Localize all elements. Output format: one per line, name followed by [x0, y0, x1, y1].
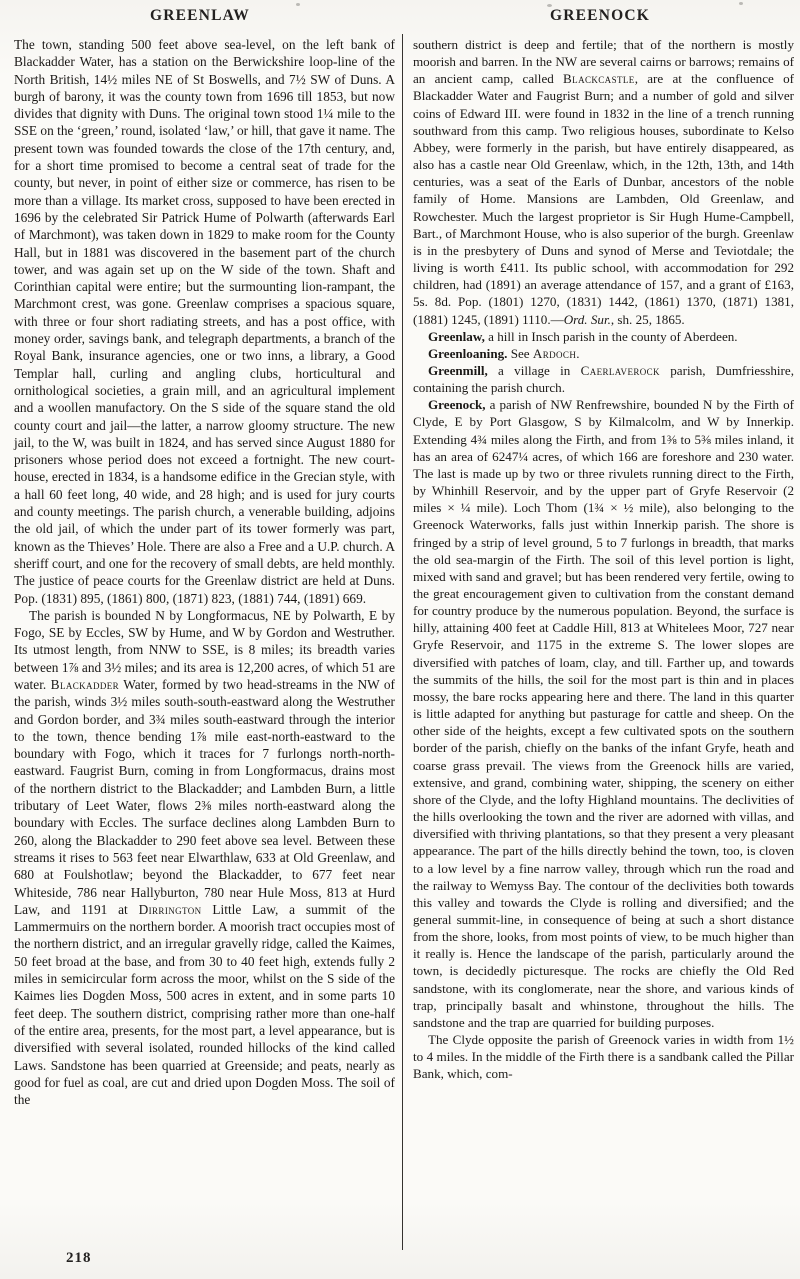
text-segment: The Clyde opposite the parish of Greenock varies in width from 1½ to 4 miles. In the middle of the Firth there is a sandbank called the Pillar Bank, which, com-: [413, 1032, 794, 1082]
column-divider-rule: [402, 34, 403, 1250]
right-column: [400, 34, 800, 1083]
text-segment: Little Law, a summit of the Lammermuirs on the northern border. A moorish tract occupies most of the northern district, and an irregular gravelly ridge, called the Kaimes, 50 feet broad at the base, and from 30 to 40 feet high, extends fully 2 miles in semicircular form across the moor, whilst on the S side of the Kaimes lies Dogden Moss, 500 acres in extent, and in some parts 10 feet deep. The southern district, comprising rather more than one-half of the entire area, presents, for the most part, a level appearance, but is diversified with several isolated, rounded hillocks of the kind called Laws. Sandstone has been quarried at Greenside; and peats, nearly as good for fuel as coal, are cut and dried upon Dogden Moss. The soil of the: [14, 901, 395, 1108]
paragraph: [14, 607, 395, 1109]
text-segment: The parish is bounded N by Longformacus, NE by Polwarth, E by Fogo, SE by Eccles, SW by Hume, and W by Gordon and Westruther. Its utmost length, from NNW to SSE, is 8 miles; its breadth varies between 1⅞ and 3½ miles; and its area is 12,200 acres, of which 51 are water.: [14, 607, 395, 692]
entry-name: Greenock,: [428, 397, 486, 413]
text-segment: a village in: [487, 362, 581, 378]
scan-speck: [296, 3, 300, 6]
paragraph: [413, 1031, 794, 1082]
text-segment: Water, formed by two head-streams in the NW of the parish, winds 3½ miles south-south-eastward along the Westruther and Gordon border, and 3¾ miles south-eastward through the interior to the town, thence bending 1⅞ mile east-north-eastward to the boundary with Fogo, which it traces for 7 furlongs north-north-eastward. Faugrist Burn, coming in from Longformacus, drains most of the northern district to the Blackadder; and Lambden Burn, a little tributary of Leet Water, flows 2⅜ miles north-eastward along the boundary with Eccles. The surface declines along Lambden Burn to 260, along the Blackadder to 290 feet above sea level. Between these streams it rises to 563 feet near Elwarthlaw, 633 at Old Greenlaw, and 680 at Foulshotlaw; beyond the Blackadder, to 677 feet near Whiteside, 786 near Hallyburton, 780 near Hule Moss, 813 at Hurd Law, and 1191 at: [14, 676, 395, 917]
paragraph: [413, 362, 794, 396]
text-segment: southern district is deep and fertile; that of the northern is mostly moorish and barren. In the NW are several cairns or barrows; remains of an ancient camp, called: [413, 37, 794, 87]
entry-name: Greenlaw,: [428, 328, 485, 344]
text-segment: See: [507, 345, 533, 361]
text-segment: .: [576, 345, 580, 361]
text-segment: parish, Dumfriesshire, containing the parish church.: [413, 362, 794, 396]
text-columns: [0, 34, 800, 1108]
running-head-left: GREENLAW: [149, 7, 251, 24]
scan-speck: [547, 4, 552, 7]
running-head-right: GREENOCK: [549, 7, 651, 24]
running-header-row: [0, 0, 800, 34]
text-segment: a parish of NW Renfrewshire, bounded N by the Firth of Clyde, E by Port Glasgow, S by Kilmalcolm, and W by Innerkip. Extending 4¾ miles along the Firth, and from 1⅜ to 5⅜ miles inland, it has an area of 6247¼ acres, of which 166 are foreshore and 230 water. The last is made up by two or three rivulets running direct to the Firth, by Whinhill Reservoir, and by the upper part of Gryfe Reservoir (2 miles × ¼ mile). Loch Thom (1¾ × ½ mile), also belonging to the Greenock Waterworks, falls just within Innerkip parish. The shore is fringed by a strip of level ground, 5 to 7 furlongs in breadth, that marks the old sea-margin of the Firth. The soil of this level portion is light, mixed with sand and gravel; but has been rendered very fertile, owing to the great encouragement given to cultivation from the constant demand for country produce by the numerous population. Beyond, the surface is hilly, attaining 400 feet at Caddle Hill, 813 at Whitelees Moor, 727 near Gryfe Reservoir, and 1175 in the extreme S. The lower slopes are diversified with patches of loam, clay, and till. Farther up, and towards the summits of the hills, the soil for the most part is thin and in places mossy, the bare rocks appearing here and there. The land in this quarter is little adapted for anything but pasturage for cattle and sheep. On the other side of the heights, except a few cultivated spots on the southern border of the parish, chiefly on the banks of the infant Gryfe, heath and coarse grass prevail. The views from the Greenock hills are varied, extensive, and grand, combining water, shipping, the scenery on either shore of the Clyde, and the lofty Highland mountains. The declivities of the hills overlooking the town and the river are adorned with villas, and diversified with thriving plantations, so that they present a very pleasant appearance. The part of the hills directly behind the town, too, is cloven to a low level by a fine narrow valley, through which run the road and the railway to Wemyss Bay. The contour of the declivities both towards this valley and towards the Clyde is rolling and diversified; and the general summit-line, in consequence of being at such a short distance from the shore, looks, from most points of view, to be much higher than it really is. Hence the landscape of the parish, particularly around the town, is decidedly picturesque. The rocks are chiefly the Old Red sandstone, with its conglomerate, near the shore, and various kinds of trap, principally basalt and whinstone, throughout the hills. The sandstone and the trap are quarried for building purposes.: [413, 397, 794, 1030]
paragraph: [413, 36, 794, 328]
text-segment: a hill in Insch parish in the county of Aberdeen.: [484, 328, 738, 344]
text-segment: Ardoch: [532, 345, 577, 361]
entry-name: Greenmill,: [428, 362, 488, 378]
entry-name: Greenloaning.: [428, 345, 508, 361]
text-segment: Dirrington: [138, 901, 202, 917]
paragraph: [14, 36, 395, 607]
paragraph: [413, 328, 794, 345]
text-segment: , are at the confluence of Blackadder Water and Faugrist Burn; and a number of gold and silver coins of Edward III. were found in 1832 in the line of a trench running southward from this camp. Two religious houses, subordinate to Kelso Abbey, were formerly in the parish, but have entirely disappeared, as also has a castle near Old Greenlaw, which, in the 12th, 13th, and 14th centuries, was a seat of the Earls of Dunbar, ancestors of the noble family of Home. Mansions are Lambden, Old Greenlaw, and Rowchester. Much the largest proprietor is Sir Hugh Hume-Campbell, Bart., of Marchmont House, who is also superior of the burgh. Greenlaw is in the presbytery of Duns and synod of Merse and Teviotdale; the living is worth £411. Its public school, with accommodation for 292 children, had (1891) an average attendance of 157, and a grant of £163, 5s. 8d. Pop. (1801) 1270, (1831) 1442, (1861) 1370, (1871) 1381, (1881) 1245, (1891) 1110.—: [413, 71, 794, 327]
left-column: [0, 34, 400, 1108]
scan-speck: [739, 2, 743, 5]
text-segment: Caerlaverock: [580, 362, 660, 378]
text-segment: The town, standing 500 feet above sea-level, on the left bank of Blackadder Water, has a station on the Berwickshire loop-line of the North British, 14½ miles NE of St Boswells, and 7½ SW of Duns. A burgh of barony, it was the county town from 1696 till 1853, but now divides that dignity with Duns. The original town stood 1¼ mile to the SSE on the ‘green,’ round, isolated ‘law,’ or hill, that gave it name. The present town was founded towards the close of the 17th century, and, for a short time promised to become a central seat of trade for the county, but never, in point of either size or commerce, has risen to be more than a village. Its market cross, supposed to have been erected in 1696 by the celebrated Sir Patrick Hume of Polwarth (afterwards Earl of Marchmont), was taken down in 1829 to make room for the County Hall, but in 1881 was discovered in the basement part of the church tower, and was again set up on the W side of the town. Shaft and Corinthian capital were entire; but the surmounting lion-rampant, the Marchmont crest, was gone. Greenlaw comprises a spacious square, with three or four short radiating streets, and has a post office, with money order, savings bank, and telegraph departments, a branch of the Royal Bank, insurance agencies, one or two inns, a library, a Good Templar hall, curling and angling clubs, horticultural and ornithological societies, a grain mill, and an agricultural implement and a woollen manufactory. On the S side of the square stand the old county court and jail—the latter, a narrow gloomy structure. The new jail, to the W, was built in 1824, and has served since August 1880 for prisoners whose period does not exceed a fortnight. The new court-house, erected in 1834, is a handsome edifice in the Grecian style, with a hall 60 feet long, 40 wide, and 28 high; and is used for jury courts and county meetings. The parish church, a venerable building, adjoins the old jail, of which the under part of its tower formerly was part, known as the Thieves’ Hole. There are also a Free and a U.P. church. A sheriff court, and one for the recovery of small debts, are held monthly. The justice of peace courts for the Greenlaw district are held at Duns. Pop. (1831) 895, (1861) 800, (1871) 823, (1881) 744, (1891) 669.: [14, 37, 395, 606]
text-segment: , sh. 25, 1865.: [610, 311, 685, 327]
text-segment: Blackcastle: [563, 71, 635, 87]
page-number: 218: [66, 1250, 92, 1266]
paragraph: [413, 345, 794, 362]
paragraph: [413, 396, 794, 1031]
text-segment: Ord. Sur.: [563, 311, 611, 327]
text-segment: Blackadder: [50, 676, 120, 692]
